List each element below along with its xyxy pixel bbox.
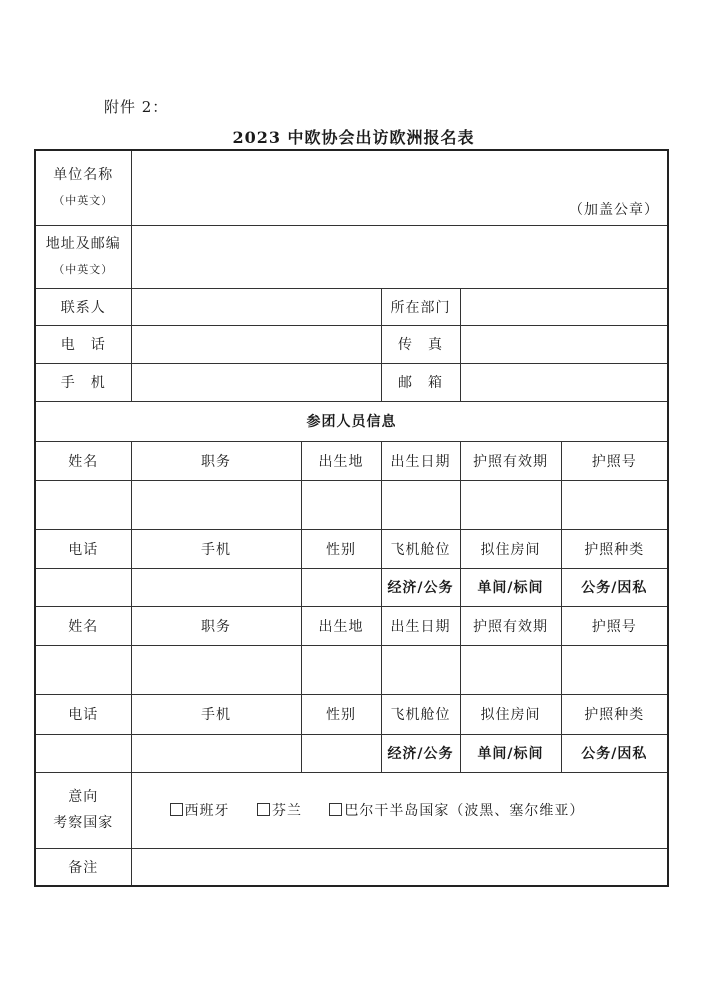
contact-label: 联系人: [35, 288, 131, 325]
header-cabin: 飞机舱位: [381, 694, 460, 734]
members-section-title: 参团人员信息: [35, 401, 668, 441]
member2-passport-no-field[interactable]: [561, 645, 668, 694]
address-field[interactable]: [131, 225, 668, 288]
member1-phone-field[interactable]: [35, 568, 131, 606]
members-section-row: [35, 401, 668, 441]
header-birthplace: 出生地: [301, 606, 381, 645]
header-passport-no: 护照号: [561, 441, 668, 480]
header-passport-type: 护照种类: [561, 694, 668, 734]
country-label: 芬兰: [271, 803, 302, 819]
intent-row: [35, 772, 668, 848]
dept-label: 所在部门: [381, 288, 460, 325]
email-field[interactable]: [460, 363, 668, 401]
header-phone: 电话: [35, 529, 131, 568]
intent-label-line2: 考察国家: [53, 815, 114, 831]
member2-header-row: [35, 606, 668, 645]
member2-data2-row: [35, 734, 668, 772]
member1-passport-expiry-field[interactable]: [460, 480, 561, 529]
header-gender: 性别: [301, 529, 381, 568]
member2-data-row: [35, 645, 668, 694]
form-title: 2023 中欧协会出访欧洲报名表: [232, 128, 475, 147]
header-birthdate: 出生日期: [381, 441, 460, 480]
intent-label-cell: [35, 772, 131, 848]
address-row: [35, 225, 668, 288]
country-option-balkans[interactable]: [329, 800, 584, 820]
org-name-label: 单位名称: [53, 166, 114, 183]
member1-header2-row: [35, 529, 668, 568]
member1-header-row: [35, 441, 668, 480]
contact-row: [35, 288, 668, 325]
member1-mobile-field[interactable]: [131, 568, 301, 606]
member1-birthdate-field[interactable]: [381, 480, 460, 529]
member2-cabin-option[interactable]: 经济/公务: [381, 734, 460, 772]
header-cabin: 飞机舱位: [381, 529, 460, 568]
member2-birthdate-field[interactable]: [381, 645, 460, 694]
attachment-label: 附件 2：: [104, 98, 169, 116]
member1-passport-no-field[interactable]: [561, 480, 668, 529]
seal-note: （加盖公章）: [569, 201, 660, 218]
member2-title-field[interactable]: [131, 645, 301, 694]
header-room: 拟住房间: [460, 694, 561, 734]
member1-passport-type-option[interactable]: 公务/因私: [561, 568, 668, 606]
fax-field[interactable]: [460, 325, 668, 363]
address-label-cell: [35, 225, 131, 288]
mobile-field[interactable]: [131, 363, 381, 401]
checkbox-icon[interactable]: [257, 803, 270, 816]
country-option-spain[interactable]: [170, 800, 230, 820]
org-name-row: [35, 150, 668, 225]
registration-form: [34, 149, 669, 887]
checkbox-icon[interactable]: [329, 803, 342, 816]
remarks-field[interactable]: [131, 848, 668, 886]
header-passport-no: 护照号: [561, 606, 668, 645]
member1-room-option[interactable]: 单间/标间: [460, 568, 561, 606]
mobile-row: [35, 363, 668, 401]
intent-options: [131, 772, 668, 848]
address-label: 地址及邮编: [45, 235, 121, 252]
member2-room-option[interactable]: 单间/标间: [460, 734, 561, 772]
dept-field[interactable]: [460, 288, 668, 325]
member1-name-field[interactable]: [35, 480, 131, 529]
member2-birthplace-field[interactable]: [301, 645, 381, 694]
header-mobile: 手机: [131, 694, 301, 734]
member1-title-field[interactable]: [131, 480, 301, 529]
header-gender: 性别: [301, 694, 381, 734]
member1-gender-field[interactable]: [301, 568, 381, 606]
phone-label: 电 话: [35, 325, 131, 363]
mobile-label: 手 机: [35, 363, 131, 401]
phone-row: [35, 325, 668, 363]
country-label: 巴尔干半岛国家（波黑、塞尔维亚）: [344, 803, 585, 819]
header-mobile: 手机: [131, 529, 301, 568]
phone-field[interactable]: [131, 325, 381, 363]
country-option-finland[interactable]: [257, 800, 302, 820]
contact-field[interactable]: [131, 288, 381, 325]
header-room: 拟住房间: [460, 529, 561, 568]
fax-label: 传 真: [381, 325, 460, 363]
remarks-label: 备注: [35, 848, 131, 886]
member2-gender-field[interactable]: [301, 734, 381, 772]
country-label: 西班牙: [184, 803, 230, 819]
member2-phone-field[interactable]: [35, 734, 131, 772]
header-name: 姓名: [35, 441, 131, 480]
header-title: 职务: [131, 606, 301, 645]
member1-data-row: [35, 480, 668, 529]
header-birthplace: 出生地: [301, 441, 381, 480]
member1-birthplace-field[interactable]: [301, 480, 381, 529]
header-birthdate: 出生日期: [381, 606, 460, 645]
intent-label-line1: 意向: [68, 789, 99, 805]
member1-data2-row: [35, 568, 668, 606]
header-title: 职务: [131, 441, 301, 480]
address-sub: （中英文）: [53, 262, 114, 276]
member1-cabin-option[interactable]: 经济/公务: [381, 568, 460, 606]
org-name-field[interactable]: [131, 150, 668, 225]
remarks-row: [35, 848, 668, 886]
member2-passport-type-option[interactable]: 公务/因私: [561, 734, 668, 772]
member2-header2-row: [35, 694, 668, 734]
header-passport-expiry: 护照有效期: [460, 441, 561, 480]
header-name: 姓名: [35, 606, 131, 645]
member2-mobile-field[interactable]: [131, 734, 301, 772]
email-label: 邮 箱: [381, 363, 460, 401]
header-passport-expiry: 护照有效期: [460, 606, 561, 645]
org-name-label-cell: [35, 150, 131, 225]
member2-passport-expiry-field[interactable]: [460, 645, 561, 694]
checkbox-icon[interactable]: [170, 803, 183, 816]
header-passport-type: 护照种类: [561, 529, 668, 568]
org-name-sub: （中英文）: [53, 193, 114, 207]
header-phone: 电话: [35, 694, 131, 734]
member2-name-field[interactable]: [35, 645, 131, 694]
